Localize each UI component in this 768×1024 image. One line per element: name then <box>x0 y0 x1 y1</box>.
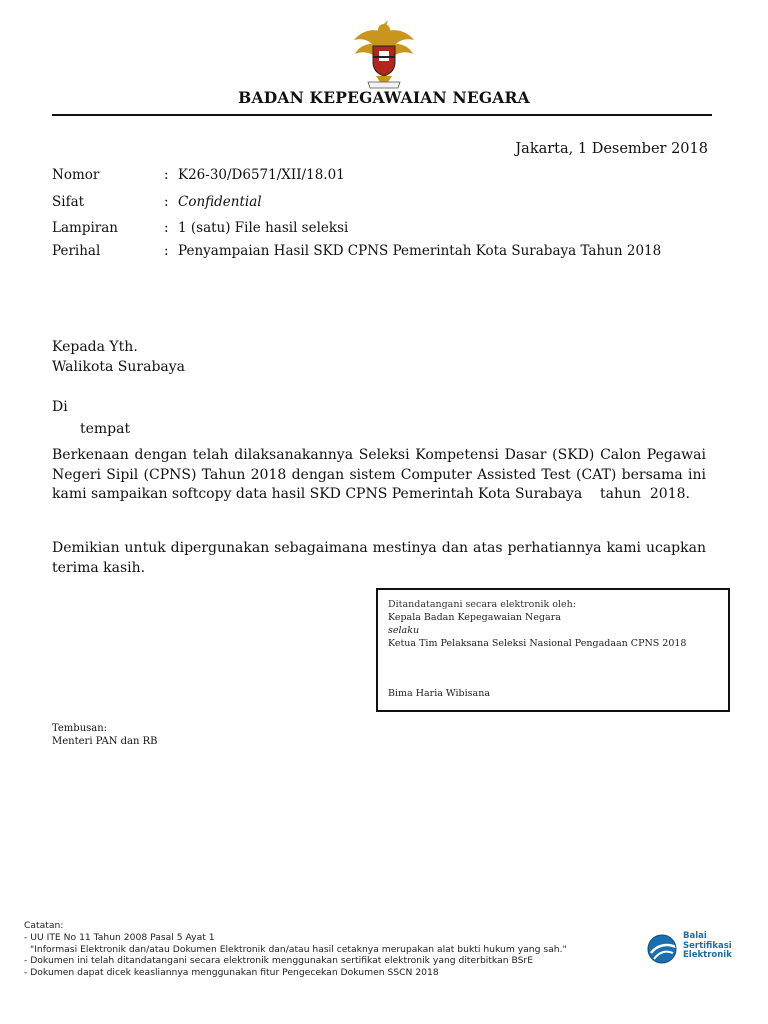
meta-value: K26-30/D6571/XII/18.01 <box>178 167 345 183</box>
electronic-signature-box <box>376 588 730 712</box>
meta-colon: : <box>164 220 169 236</box>
meta-label: Lampiran <box>52 220 118 236</box>
catatan-line: - Dokumen dapat dicek keasliannya menggunakan fitur Pengecekan Dokumen SSCN 2018 <box>24 967 439 979</box>
tembusan-title: Tembusan: <box>52 723 108 734</box>
catatan-block <box>24 920 567 979</box>
recipient-place: tempat <box>80 421 131 437</box>
bsre-text-3: Elektronik <box>683 950 732 960</box>
meta-label: Sifat <box>52 194 85 210</box>
meta-colon: : <box>164 243 169 259</box>
meta-row-sifat <box>52 194 262 210</box>
catatan-title: Catatan: <box>24 920 64 931</box>
meta-label: Perihal <box>52 243 101 259</box>
meta-value: Confidential <box>178 194 262 210</box>
signature-selaku: selaku <box>388 625 420 636</box>
meta-label: Nomor <box>52 167 100 183</box>
recipient-greeting: Kepada Yth. <box>52 339 138 355</box>
meta-value: Penyampaian Hasil SKD CPNS Pemerintah Kota Surabaya Tahun 2018 <box>178 243 662 259</box>
signature-note: Ditandatangani secara elektronik oleh: <box>388 599 576 610</box>
tembusan-item: Menteri PAN dan RB <box>52 736 158 747</box>
paragraph-main: Berkenaan dengan telah dilaksanakannya Seleksi Kompetensi Dasar (SKD) Calon Pegawai Negeri Sipil (CPNS) Tahun 2018 dengan sistem Computer Assisted Test (CAT) bersama ini kami sampaikan softcopy data hasil SKD CPNS Pemerintah Kota Surabaya tahun 2018. <box>52 447 711 502</box>
header-rule <box>52 114 712 116</box>
bsre-logo <box>645 932 745 968</box>
signature-title: Kepala Badan Kepegawaian Negara <box>388 612 561 623</box>
signer-name: Bima Haria Wibisana <box>388 688 490 699</box>
meta-row-nomor <box>52 167 345 183</box>
recipient-name: Walikota Surabaya <box>52 359 186 375</box>
meta-colon: : <box>164 194 169 210</box>
recipient-di: Di <box>52 399 68 415</box>
bsre-text-2: Sertifikasi <box>683 940 732 951</box>
letter-date: Jakarta, 1 Desember 2018 <box>515 141 708 157</box>
catatan-line: - UU ITE No 11 Tahun 2008 Pasal 5 Ayat 1 <box>24 931 215 943</box>
tembusan-block <box>52 722 158 748</box>
catatan-line: - Dokumen ini telah ditandatangani secara elektronik menggunakan sertifikat elektronik yang diterbitkan BSrE <box>24 955 534 967</box>
meta-row-lampiran <box>52 220 348 236</box>
garuda-emblem-icon <box>346 18 422 94</box>
meta-value: 1 (satu) File hasil seleksi <box>178 220 349 236</box>
meta-colon: : <box>164 167 169 183</box>
paragraph-closing: Demikian untuk dipergunakan sebagaimana mestinya dan atas perhatiannya kami ucapkan terima kasih. <box>52 540 706 576</box>
bsre-text-1: Balai <box>683 931 707 941</box>
signature-role: Ketua Tim Pelaksana Seleksi Nasional Pengadaan CPNS 2018 <box>388 638 687 649</box>
agency-name: BADAN KEPEGAWAIAN NEGARA <box>238 88 530 107</box>
catatan-line: "Informasi Elektronik dan/atau Dokumen Elektronik dan/atau hasil cetaknya merupakan alat bukti hukum yang sah." <box>30 943 567 955</box>
bsre-logo-icon <box>645 932 681 968</box>
meta-row-perihal <box>52 243 661 259</box>
